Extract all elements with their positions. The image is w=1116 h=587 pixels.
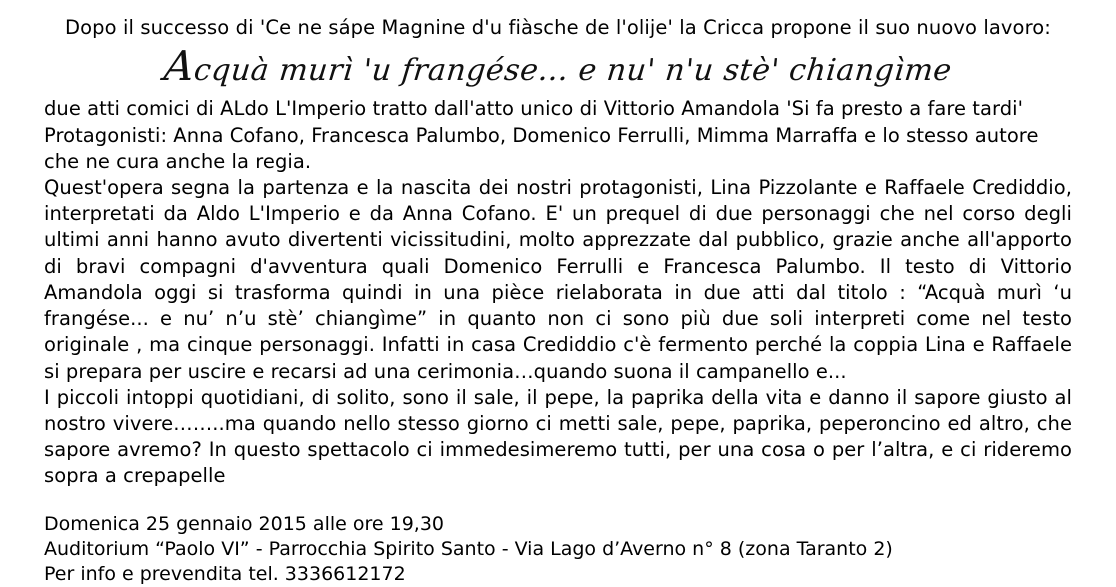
intro-line: Dopo il successo di 'Ce ne sápe Magnine d'u fiàsche de l'olije' la Cricca propone il suo nuovo lavoro: <box>65 16 1051 39</box>
event-date: Domenica 25 gennaio 2015 alle ore 19,30 <box>44 512 445 535</box>
show-title-rest: cquà murì 'u frangése... e nu' n'u stè' chiangìme <box>192 53 954 89</box>
paragraph-closing: I piccoli intoppi quotidiani, di solito, sono il sale, il pepe, la paprika della vita e danno il sapore giusto al nostro vivere……..ma quando nello stesso giorno ci metti sale, pepe, paprika, peperoncino ed altro, che sapore avremo? In questo spettacolo ci immedesimeremo tutti, per una cosa o per l’altra, e ci rideremo sopra a crepapelle <box>44 385 1072 488</box>
show-title <box>0 42 1116 91</box>
event-contact: Per info e prevendita tel. 3336612172 <box>44 563 406 586</box>
paragraph-synopsis: Quest'opera segna la partenza e la nascita dei nostri protagonisti, Lina Pizzolante e Raffaele Crediddio, interpretati da Aldo L'Imperio e da Anna Cofano. E' un prequel di due personaggi che nel corso degli ultimi anni hanno avuto divertenti vicissitudini, molto apprezzate dal pubblico, grazie anche all'apporto di bravi compagni d'avventura quali Domenico Ferrulli e Francesca Palumbo. Il testo di Vittorio Amandola oggi si trasforma quindi in una pièce rielaborata in due atti dal titolo : “Acquà murì ‘u frangése... e nu’ n’u stè’ chiangìme” in quanto non ci sono più due soli interpreti come nel testo originale , ma cinque personaggi. Infatti in casa Crediddio c'è fermento perché la coppia Lina e Raffaele si prepara per uscire e recarsi ad una cerimonia…quando suona il campanello e... <box>44 176 1072 383</box>
show-title-initial: A <box>161 42 198 91</box>
paragraph-cast: due atti comici di ALdo L'Imperio tratto dall'atto unico di Vittorio Amandola 'Si fa presto a fare tardi' Protagonisti: Anna Cofano, Francesca Palumbo, Domenico Ferrulli, Mimma Marraffa e lo stesso autore che ne cura anche la regia. <box>44 97 1039 173</box>
event-venue: Auditorium “Paolo VI” - Parrocchia Spirito Santo - Via Lago d’Averno n° 8 (zona Taranto 2) <box>44 537 893 560</box>
event-details <box>0 490 1116 587</box>
body-text <box>0 88 1116 489</box>
